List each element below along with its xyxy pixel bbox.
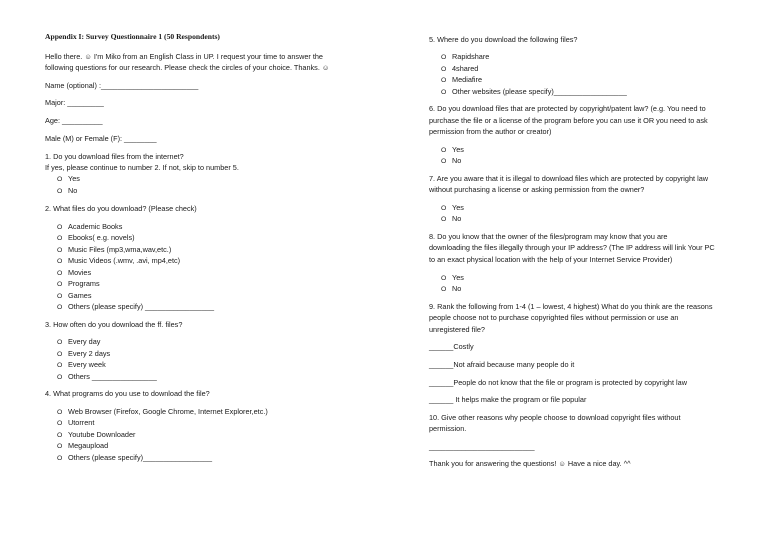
q4-option[interactable]: O Megaupload <box>57 441 109 450</box>
radio-circle-icon[interactable]: O <box>441 54 447 61</box>
q6-option-yes[interactable]: O Yes <box>441 145 464 154</box>
question-9-line-1: 9. Rank the following from 1-4 (1 – lowest, 4 highest) What do you think are the reasons <box>429 302 713 311</box>
radio-circle-icon[interactable]: O <box>57 374 63 381</box>
question-6-line-2: purchase the file or a license of the program before you can use it OR you need to ask <box>429 116 708 125</box>
question-8-line-2: downloading the files illegally through your IP address? (The IP address will link Your PC <box>429 243 715 252</box>
q3-option[interactable]: O Every 2 days <box>57 349 111 358</box>
question-9-line-2: people choose not to purchase copyrighted files without permission or use an <box>429 313 679 322</box>
name-field[interactable]: Name (optional) :________________________ <box>45 81 199 90</box>
major-field[interactable]: Major: _________ <box>45 98 104 107</box>
q9-rank-item[interactable]: ______Costly <box>429 342 474 351</box>
radio-circle-icon[interactable]: O <box>57 247 63 254</box>
radio-circle-icon[interactable]: O <box>57 409 63 416</box>
radio-circle-icon[interactable]: O <box>57 304 63 311</box>
q4-option[interactable]: O Youtube Downloader <box>57 430 136 439</box>
question-9-line-3: unregistered file? <box>429 325 485 334</box>
q9-rank-item[interactable]: ______Not afraid because many people do it <box>429 360 575 369</box>
question-8-line-3: to an exact physical location with the help of your Internet Service Provider) <box>429 255 673 264</box>
radio-circle-icon[interactable]: O <box>441 66 447 73</box>
q1-option-yes[interactable]: O Yes <box>57 174 80 183</box>
radio-circle-icon[interactable]: O <box>441 216 447 223</box>
survey-title: Appendix I: Survey Questionnaire 1 (50 Respondents) <box>45 32 220 41</box>
radio-circle-icon[interactable]: O <box>57 420 63 427</box>
q6-option-no[interactable]: O No <box>441 156 462 165</box>
q4-option[interactable]: O Web Browser (Firefox, Google Chrome, Internet Explorer,etc.) <box>57 407 268 416</box>
question-6-line-3: permission from the author or creator) <box>429 127 552 136</box>
intro-line-1: Hello there. ☺ I'm Miko from an English Class in UP. I request your time to answer the <box>45 52 323 61</box>
intro-line-2: following questions for our research. Please check the circles of your choice. Thanks. ☺ <box>45 63 330 72</box>
q5-option[interactable]: O 4shared <box>441 64 479 73</box>
q8-option-no[interactable]: O No <box>441 284 462 293</box>
q2-option[interactable]: O Programs <box>57 279 100 288</box>
q2-option[interactable]: O Music Videos (.wmv, .avi, mp4,etc) <box>57 256 181 265</box>
radio-circle-icon[interactable]: O <box>57 362 63 369</box>
q4-option[interactable]: O Others (please specify)_________________ <box>57 453 213 462</box>
radio-circle-icon[interactable]: O <box>57 188 63 195</box>
radio-circle-icon[interactable]: O <box>57 455 63 462</box>
question-7-line-2: without purchasing a license or asking permission from the owner? <box>429 185 645 194</box>
question-6-line-1: 6. Do you download files that are protected by copyright/patent law? (e.g. You need to <box>429 104 706 113</box>
q3-option[interactable]: O Every week <box>57 360 106 369</box>
radio-circle-icon[interactable]: O <box>57 235 63 242</box>
q9-rank-item[interactable]: ______ It helps make the program or file popular <box>429 395 587 404</box>
radio-circle-icon[interactable]: O <box>57 270 63 277</box>
radio-circle-icon[interactable]: O <box>57 351 63 358</box>
question-2: 2. What files do you download? (Please check) <box>45 204 197 213</box>
q2-option[interactable]: O Games <box>57 291 92 300</box>
radio-circle-icon[interactable]: O <box>441 158 447 165</box>
question-5: 5. Where do you download the following files? <box>429 35 578 44</box>
radio-circle-icon[interactable]: O <box>441 286 447 293</box>
q2-option[interactable]: O Ebooks( e.g. novels) <box>57 233 135 242</box>
q2-option[interactable]: O Music Files (mp3,wma,wav,etc.) <box>57 245 172 254</box>
age-field[interactable]: Age: __________ <box>45 116 103 125</box>
q2-option[interactable]: O Movies <box>57 268 92 277</box>
radio-circle-icon[interactable]: O <box>441 205 447 212</box>
radio-circle-icon[interactable]: O <box>57 293 63 300</box>
radio-circle-icon[interactable]: O <box>441 147 447 154</box>
radio-circle-icon[interactable]: O <box>441 275 447 282</box>
radio-circle-icon[interactable]: O <box>57 443 63 450</box>
closing-message: Thank you for answering the questions! ☺ Have a nice day. ^^ <box>429 459 631 468</box>
question-7-line-1: 7. Are you aware that it is illegal to download files which are protected by copyright law <box>429 174 709 183</box>
q5-option[interactable]: O Rapidshare <box>441 52 490 61</box>
q1-option-no[interactable]: O No <box>57 186 78 195</box>
radio-circle-icon[interactable]: O <box>57 281 63 288</box>
question-10-line-1: 10. Give other reasons why people choose to download copyright files without <box>429 413 681 422</box>
q4-option[interactable]: O Utorrent <box>57 418 95 427</box>
question-1-instruction: If yes, please continue to number 2. If not, skip to number 5. <box>45 163 239 172</box>
radio-circle-icon[interactable]: O <box>441 89 447 96</box>
q7-option-no[interactable]: O No <box>441 214 462 223</box>
question-8-line-1: 8. Do you know that the owner of the files/program may know that you are <box>429 232 668 241</box>
question-1: 1. Do you download files from the internet? <box>45 152 184 161</box>
question-10-line-2: permission. <box>429 424 467 433</box>
radio-circle-icon[interactable]: O <box>441 77 447 84</box>
q8-option-yes[interactable]: O Yes <box>441 273 464 282</box>
q5-option[interactable]: O Mediafire <box>441 75 483 84</box>
q3-option[interactable]: O Every day <box>57 337 101 346</box>
radio-circle-icon[interactable]: O <box>57 224 63 231</box>
q9-rank-item[interactable]: ______People do not know that the file or program is protected by copyright law <box>429 378 687 387</box>
q2-option[interactable]: O Academic Books <box>57 222 123 231</box>
question-3: 3. How often do you download the ff. files? <box>45 320 183 329</box>
q5-option[interactable]: O Other websites (please specify)__________________ <box>441 87 627 96</box>
sex-field[interactable]: Male (M) or Female (F): ________ <box>45 134 157 143</box>
radio-circle-icon[interactable]: O <box>57 176 63 183</box>
question-4: 4. What programs do you use to download the file? <box>45 389 210 398</box>
q7-option-yes[interactable]: O Yes <box>441 203 464 212</box>
radio-circle-icon[interactable]: O <box>57 339 63 346</box>
q2-option[interactable]: O Others (please specify) _________________ <box>57 302 215 311</box>
radio-circle-icon[interactable]: O <box>57 258 63 265</box>
q10-answer-blank[interactable]: __________________________ <box>429 442 535 451</box>
q3-option[interactable]: O Others ________________ <box>57 372 157 381</box>
radio-circle-icon[interactable]: O <box>57 432 63 439</box>
